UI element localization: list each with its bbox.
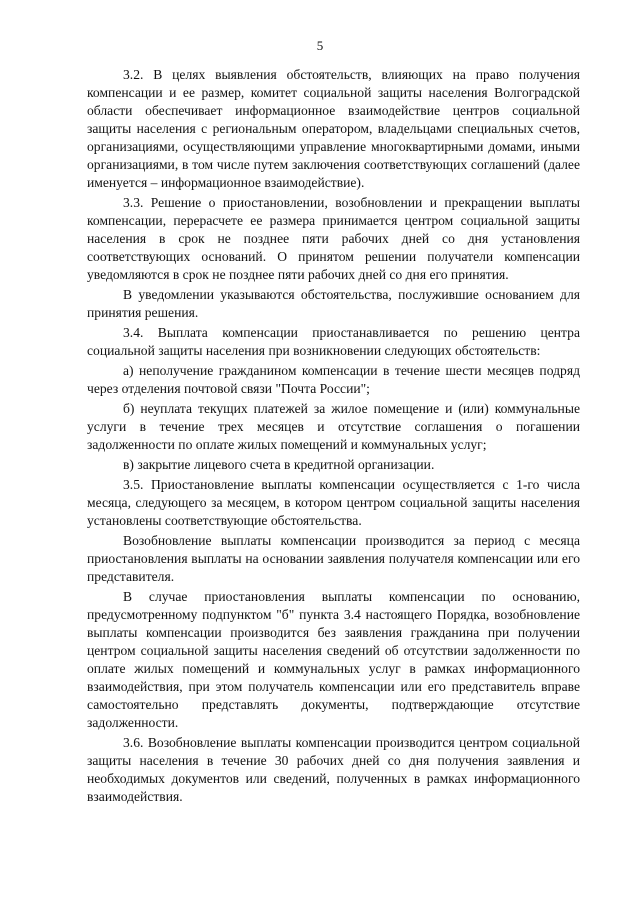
paragraph-3-6: 3.6. Возобновление выплаты компенсации производится центром социальной защиты населения в течение 30 рабочих дней со дня получения заявления и необходимых документов или сведений, полученных в рамках информационного взаимодействия.: [87, 735, 580, 804]
document-body: [87, 66, 580, 806]
paragraph-notification: В уведомлении указываются обстоятельства, послужившие основанием для принятия решения.: [87, 287, 580, 320]
paragraph-resumption: Возобновление выплаты компенсации производится за период с месяца приостановления выплаты на основании заявления получателя компенсации или его представителя.: [87, 533, 580, 584]
paragraph-3-4: 3.4. Выплата компенсации приостанавливается по решению центра социальной защиты населения при возникновении следующих обстоятельств:: [87, 325, 580, 358]
paragraph-3-3: 3.3. Решение о приостановлении, возобновлении и прекращении выплаты компенсации, перерасчете ее размера принимается центром социальной защиты населения в срок не позднее пяти рабочих дней со дня установления соответствующих оснований. О принятом решении получатели компенсации уведомляются в срок не позднее пяти рабочих дней со дня его принятия.: [87, 195, 580, 282]
paragraph-3-4-v: в) закрытие лицевого счета в кредитной организации.: [123, 457, 435, 472]
page-number: 5: [316, 38, 324, 53]
paragraph-3-4-a: а) неполучение гражданином компенсации в течение шести месяцев подряд через отделения почтовой связи "Почта России";: [87, 363, 580, 396]
paragraph-3-4-b: б) неуплата текущих платежей за жилое помещение и (или) коммунальные услуги в течение трех месяцев и отсутствие соглашения о погашении задолженности по оплате жилых помещений и коммунальных услуг;: [87, 401, 580, 452]
paragraph-3-2: 3.2. В целях выявления обстоятельств, влияющих на право получения компенсации и ее размер, комитет социальной защиты населения Волгоградской области обеспечивает информационное взаимодействие центров социальной защиты населения с региональным оператором, владельцами специальных счетов, организациями, осуществляющими управление многоквартирными домами, иными организациями, в том числе путем заключения соответствующих соглашений (далее именуется – информационное взаимодействие).: [87, 67, 580, 190]
paragraph-3-5: 3.5. Приостановление выплаты компенсации осуществляется с 1-го числа месяца, следующего за месяцем, в котором центром социальной защиты населения установлены соответствующие обстоятельства.: [87, 477, 580, 528]
paragraph-suspension-case: В случае приостановления выплаты компенсации по основанию, предусмотренному подпунктом "б" пункта 3.4 настоящего Порядка, возобновление выплаты компенсации производится без заявления гражданина при получении центром социальной защиты населения сведений об отсутствии задолженности по оплате жилых помещений и коммунальных услуг в рамках информационного взаимодействия, при этом получатель компенсации или его представитель вправе самостоятельно представлять документы, подтверждающие отсутствие задолженности.: [87, 589, 580, 730]
